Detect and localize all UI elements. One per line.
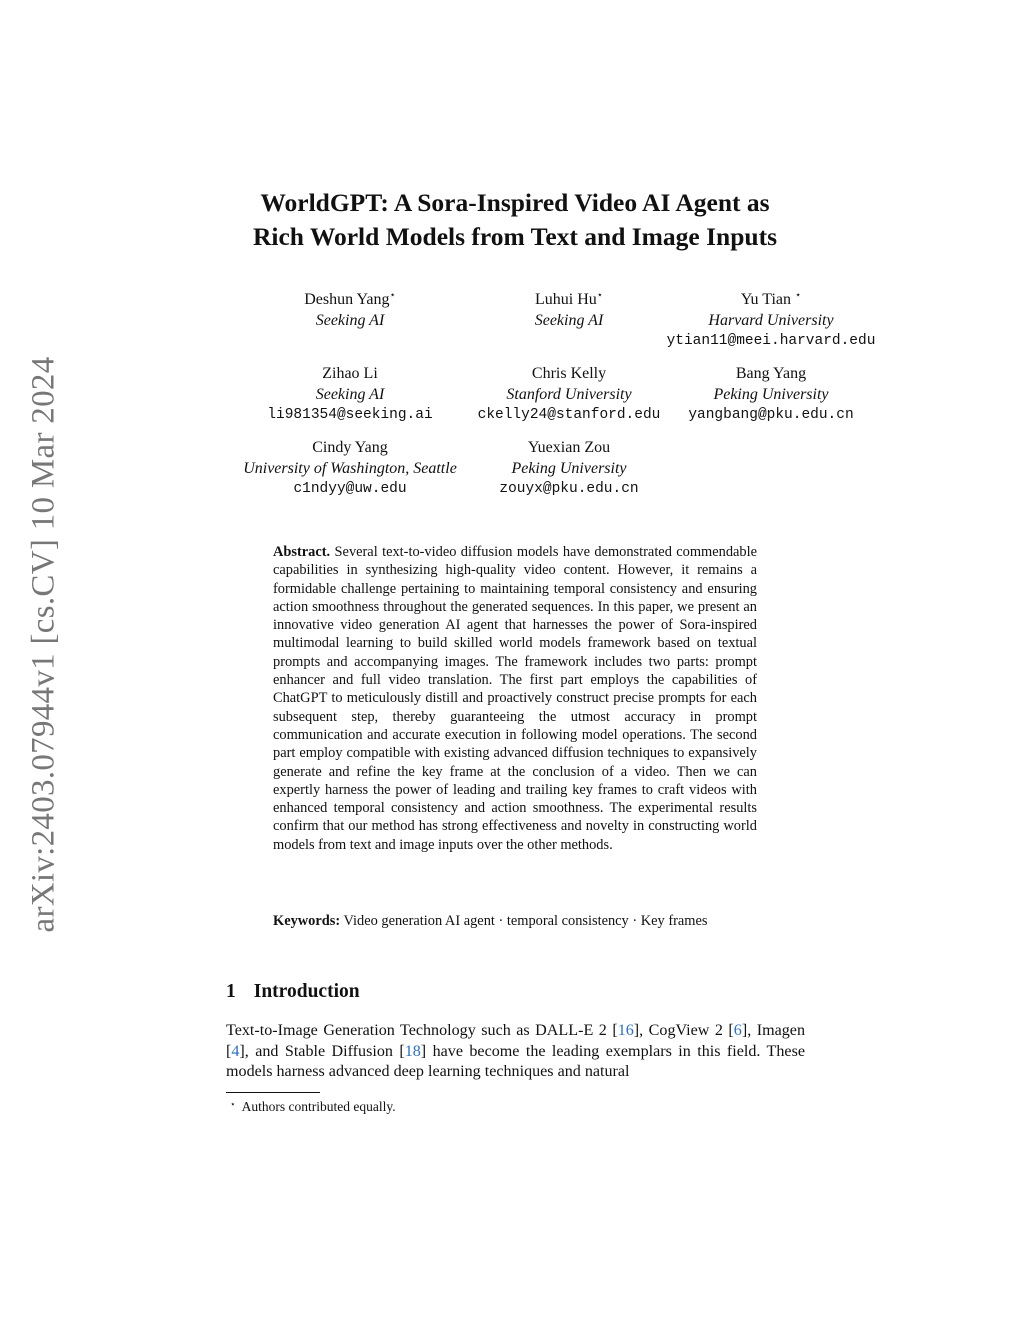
author-affiliation: University of Washington, Seattle (243, 459, 457, 477)
footnote-divider (226, 1092, 320, 1093)
author-email[interactable]: yangbang@pku.edu.cn (688, 407, 854, 423)
section-heading (226, 981, 360, 1003)
author-email[interactable]: ckelly24@stanford.edu (477, 407, 661, 423)
author-name: Luhui Hu⋆ (534, 290, 604, 308)
footnote-text: Authors contributed equally. (241, 1099, 396, 1114)
section-title: Introduction (253, 981, 360, 1002)
author-email[interactable]: zouyx@pku.edu.cn (499, 481, 639, 497)
citation-link[interactable]: 4 (231, 1042, 240, 1060)
author-email[interactable]: ytian11@meei.harvard.edu (666, 333, 876, 349)
author-affiliation: Peking University (511, 459, 627, 477)
arxiv-identifier-text: arXiv:2403.07944v1 [cs.CV] 10 Mar 2024 (25, 356, 62, 932)
abstract-label: Abstract. (273, 544, 331, 560)
title-line-1: WorldGPT: A Sora-Inspired Video AI Agent as (260, 188, 770, 217)
author-affiliation: Stanford University (506, 385, 632, 403)
author-name: Bang Yang (735, 365, 807, 382)
author-affiliation: Seeking AI (315, 311, 385, 329)
author-name: Deshun Yang⋆ (304, 290, 396, 308)
keywords (273, 912, 757, 930)
abstract (273, 543, 757, 854)
arxiv-identifier (13, 348, 75, 940)
keywords-label: Keywords: (273, 913, 341, 929)
author-name: Chris Kelly (531, 365, 607, 382)
author-block (429, 438, 709, 500)
footnote (226, 1096, 396, 1115)
author-block (631, 364, 911, 426)
paper-title (200, 186, 830, 254)
author-affiliation: Harvard University (708, 311, 834, 329)
citation-link[interactable]: 18 (404, 1042, 421, 1060)
intro-paragraph: Text-to-Image Generation Technology such as DALL-E 2 [16], CogView 2 [6], Imagen [4], and Stable Diffusion [18] have become the leading exemplars in this field. These models harness advanced deep learning techniques and natural (226, 1022, 805, 1081)
author-email[interactable]: li981354@seeking.ai (267, 407, 433, 423)
author-block (631, 290, 911, 352)
author-email[interactable]: c1ndyy@uw.edu (293, 481, 407, 497)
author-name: Yuexian Zou (527, 439, 611, 456)
author-affiliation: Seeking AI (534, 311, 604, 329)
abstract-text: Several text-to-video diffusion models have demonstrated commendable capabilities in synthesizing high-quality video content. However, it remains a formidable challenge pertaining to maintaining temporal consistency and ensuring action smoothness throughout the generated sequences. In this paper, we present an innovative video generation AI agent that harnesses the power of Sora-inspired multimodal learning to build skilled world models framework based on textual prompts and accompanying images. The framework includes two parts: prompt enhancer and full video translation. The first part employs the capabilities of ChatGPT to meticulously distill and proactively construct precise prompts for each subsequent step, thereby guaranteeing the utmost accuracy in prompt communication and accurate execution in following model operations. The second part employ compatible with existing advanced diffusion techniques to expansively generate and refine the key frame at the conclusion of a video. Then we can expertly harness the power of leading and trailing key frames to craft videos with enhanced temporal consistency and action smoothness. The experimental results confirm that our method has strong effectiveness and novelty in constructing world models from text and image inputs over the other methods. (273, 544, 757, 853)
citation-link[interactable]: 6 (733, 1022, 742, 1039)
keywords-text: Video generation AI agent · temporal consistency · Key frames (343, 913, 708, 929)
title-line-2: Rich World Models from Text and Image Inputs (252, 222, 777, 251)
section-number: 1 (226, 981, 236, 1002)
footnote-mark: ⋆ (230, 1099, 236, 1109)
author-affiliation: Peking University (713, 385, 829, 403)
citation-link[interactable]: 16 (617, 1022, 634, 1039)
author-name: Zihao Li (322, 365, 378, 382)
author-affiliation: Seeking AI (315, 385, 385, 403)
author-name: Cindy Yang (312, 439, 388, 456)
author-name: Yu Tian ⋆ (740, 290, 802, 308)
